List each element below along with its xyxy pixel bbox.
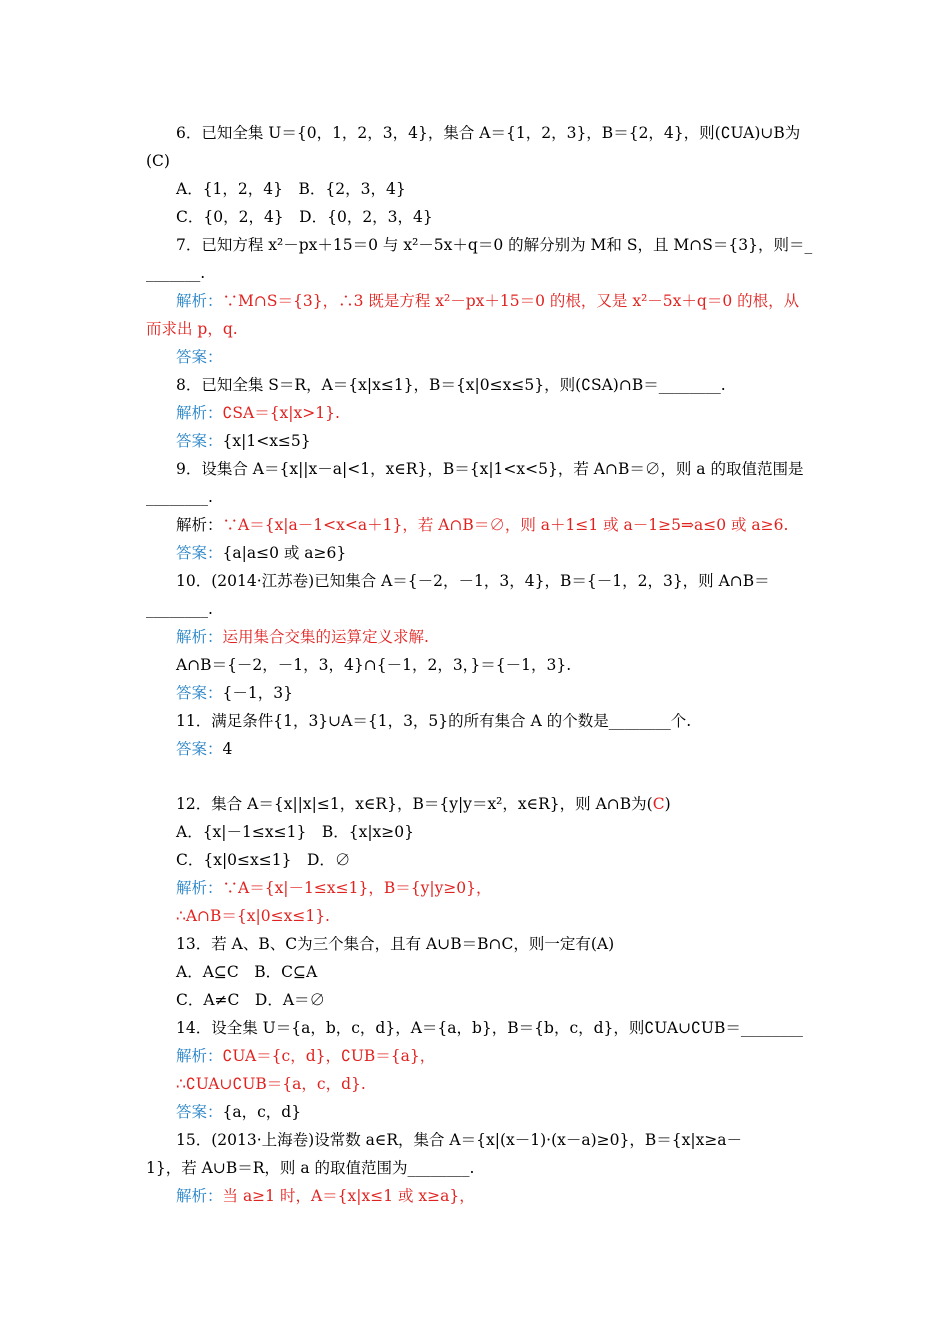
solution-text: ∁SA＝{x|x>1}. (222, 404, 340, 422)
text-line-q7s2 (146, 319, 238, 339)
text-line-q6C (176, 207, 433, 227)
body-text: 8．已知全集 S＝R，A＝{x|x≤1}，B＝{x|0≤x≤5}，则(∁SA)∩B＝________. (176, 376, 726, 394)
body-text: (C) (146, 152, 170, 170)
body-text: ________. (146, 600, 213, 618)
label-text: 解析： (176, 1187, 223, 1205)
body-text: 13．若 A、B、C为三个集合，且有 A∪B＝B∩C，则一定有(A) (176, 935, 615, 953)
body-text: 11．满足条件{1，3}∪A＝{1，3，5}的所有集合 A 的个数是________个. (176, 712, 692, 730)
text-line-q8 (176, 375, 726, 395)
text-line-q9ans (176, 543, 346, 563)
solution-text: 当 a≥1 时，A＝{x|x≤1 或 x≥a}， (222, 1187, 475, 1205)
text-line-q9s (176, 515, 788, 535)
body-text: ________. (146, 488, 213, 506)
text-line-q11ans (176, 739, 232, 759)
solution-text: ∵M∩S＝{3}，∴3 既是方程 x²－px＋15＝0 的根，又是 x²－5x＋q＝0 的根，从 (222, 292, 800, 310)
text-line-q12A (176, 822, 414, 842)
solution-text: ∵A＝{x|a－1<x<a＋1}，若 A∩B＝∅，则 a＋1≤1 或 a－1≥5⇒a≤0 或 a≥6. (222, 516, 789, 534)
text-line-q14s1 (176, 1046, 435, 1066)
body-text: 10．(2014·江苏卷)已知集合 A＝{－2，－1，3，4}，B＝{－1，2，3}，则 A∩B＝ (176, 572, 770, 590)
body-text: 4 (222, 740, 233, 758)
text-line-q7ans (176, 347, 223, 367)
text-line-q15s (176, 1186, 475, 1206)
text-line-q7b (146, 263, 205, 283)
solution-text: 运用集合交集的运算定义求解. (222, 628, 429, 646)
text-line-q12 (176, 794, 671, 814)
body-text: C．{x|0≤x≤1} D．∅ (176, 851, 351, 869)
text-line-q14s2 (176, 1074, 366, 1094)
text-line-q13 (176, 934, 614, 954)
body-text: {x|1<x≤5} (222, 432, 311, 450)
text-line-q6b (146, 151, 170, 171)
label-text: 答案： (176, 432, 223, 450)
body-text: A．{1，2，4} B．{2，3，4} (176, 180, 406, 198)
label-text: 解析： (176, 1047, 223, 1065)
text-line-q10b (146, 599, 213, 619)
solution-text: ∁UA＝{c，d}，∁UB＝{a}， (222, 1047, 436, 1065)
label-text: 解析： (176, 292, 223, 310)
body-text: A．{x|－1≤x≤1} B．{x|x≥0} (176, 823, 414, 841)
text-line-q6a (176, 123, 800, 143)
label-text: 答案： (176, 684, 223, 702)
solution-text: ∴∁UA∪∁UB＝{a，c，d}. (176, 1075, 366, 1093)
text-line-q9a (176, 459, 803, 479)
solution-text: ∵A＝{x|－1≤x≤1}，B＝{y|y≥0}， (222, 879, 492, 897)
text-line-q7a (176, 235, 812, 255)
solution-text: C (652, 795, 665, 813)
body-text: {a，c，d} (222, 1103, 302, 1121)
body-text: {a|a≤0 或 a≥6} (222, 544, 347, 562)
body-text: 15．(2013·上海卷)设常数 a∈R，集合 A＝{x|(x－1)·(x－a)≥0}，B＝{x|x≥a－ (176, 1131, 743, 1149)
text-line-q10s1 (176, 627, 429, 647)
text-line-q15a (176, 1130, 742, 1150)
body-text: 14．设全集 U＝{a，b，c，d}，A＝{a，b}，B＝{b，c，d}，则∁UA∪∁UB＝________ (176, 1019, 803, 1037)
text-line-q8s (176, 403, 340, 423)
text-line-q14 (176, 1018, 803, 1038)
body-text: ) (664, 795, 671, 813)
body-text: 7．已知方程 x²－px＋15＝0 与 x²－5x＋q＝0 的解分别为 M和 S，且 M∩S＝{3}，则＝_ (176, 236, 813, 254)
label-text: 答案： (176, 544, 223, 562)
body-text: A∩B＝{－2，－1，3，4}∩{－1，2，3，}＝{－1，3}. (176, 656, 572, 674)
label-text: 答案： (176, 1103, 223, 1121)
label-text: 解析： (176, 879, 223, 897)
text-line-q13C (176, 990, 325, 1010)
label-text: 解析： (176, 404, 223, 422)
body-text: C．A≠C D．A＝∅ (176, 991, 326, 1009)
body-text: 9．设集合 A＝{x||x－a|<1，x∈R}，B＝{x|1<x<5}，若 A∩B＝∅，则 a 的取值范围是 (176, 460, 804, 478)
text-line-q6A (176, 179, 406, 199)
label-text: 答案： (176, 740, 223, 758)
body-text: 12．集合 A＝{x||x|≤1，x∈R}，B＝{y|y＝x²，x∈R}，则 A∩B为( (176, 795, 653, 813)
body-text: 解析： (176, 516, 223, 534)
text-line-q9b (146, 487, 213, 507)
text-line-q8ans (176, 431, 311, 451)
body-text: 1}，若 A∪B＝R，则 a 的取值范围为________. (146, 1159, 475, 1177)
body-text: C．{0，2，4} D．{0，2，3，4} (176, 208, 433, 226)
text-line-q10s2 (176, 655, 571, 675)
text-line-q14ans (176, 1102, 301, 1122)
body-text: A．A⊆C B．C⊆A (176, 963, 318, 981)
label-text: 解析： (176, 628, 223, 646)
text-line-q12C (176, 850, 350, 870)
text-line-q15b (146, 1158, 474, 1178)
body-text: 6．已知全集 U＝{0，1，2，3，4}，集合 A＝{1，2，3}，B＝{2，4}，则(∁UA)∪B为 (176, 124, 801, 142)
label-text: 答案： (176, 348, 223, 366)
text-line-q13A (176, 962, 317, 982)
text-line-q11 (176, 711, 691, 731)
text-line-q10a (176, 571, 770, 591)
text-line-q10ans (176, 683, 293, 703)
body-text: {－1，3} (222, 684, 293, 702)
solution-text: ∴A∩B＝{x|0≤x≤1}. (176, 907, 330, 925)
body-text: _______. (146, 264, 206, 282)
text-line-q7s1 (176, 291, 799, 311)
solution-text: 而求出 p，q. (146, 320, 238, 338)
text-line-q12s1 (176, 878, 492, 898)
text-line-q12s2 (176, 906, 330, 926)
